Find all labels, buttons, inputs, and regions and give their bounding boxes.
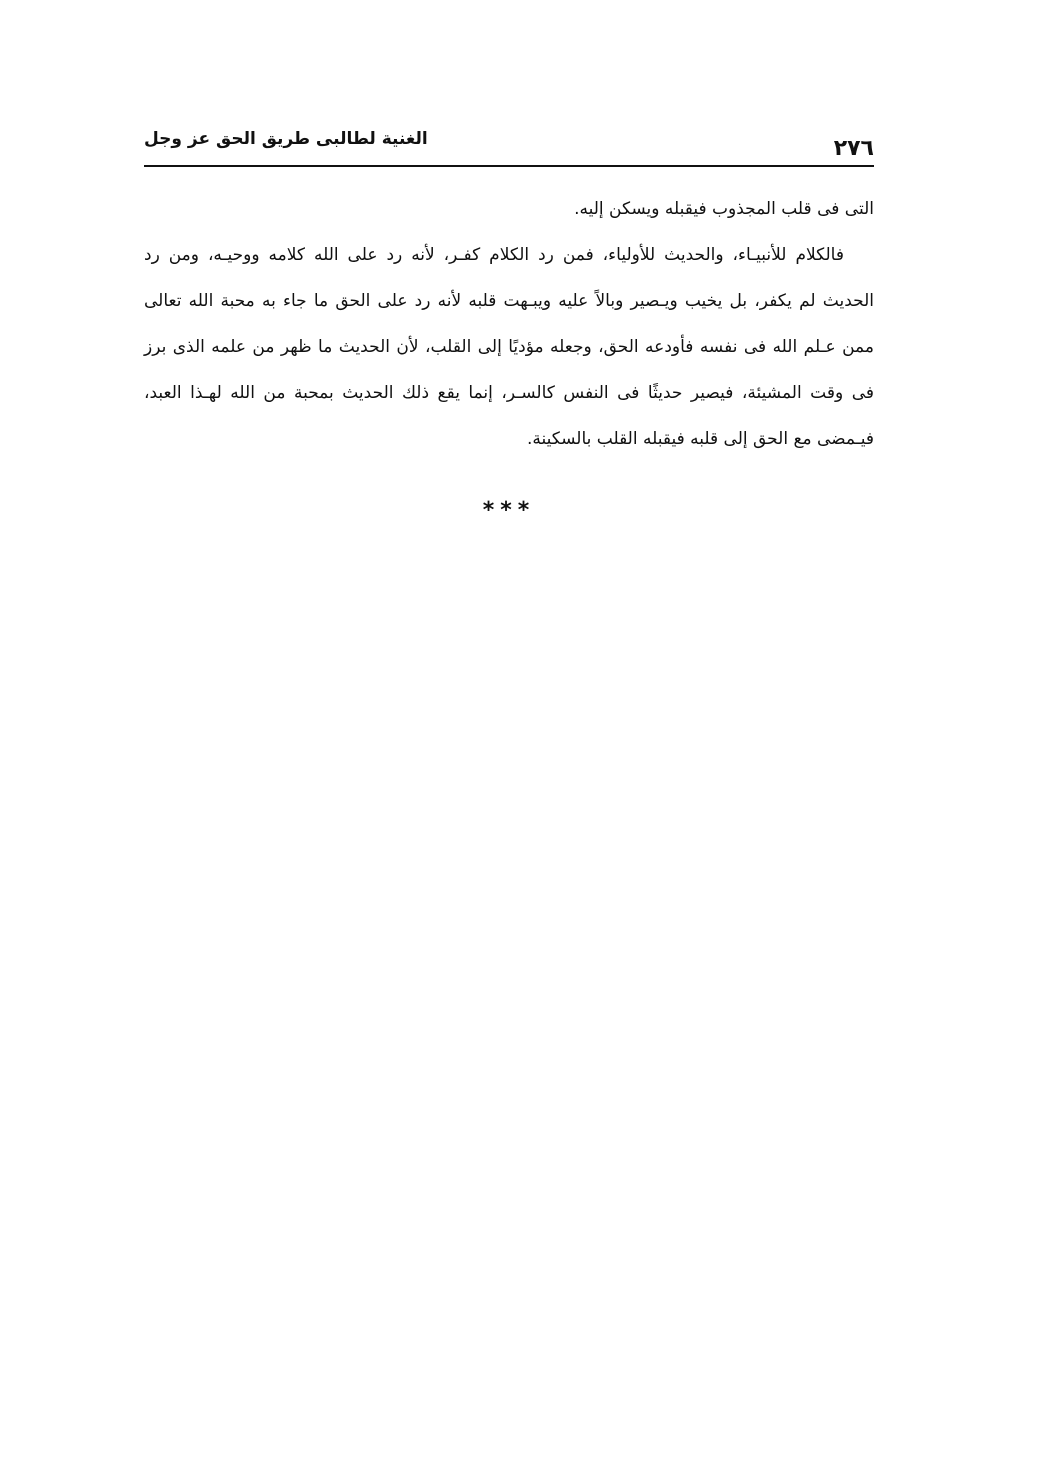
- paragraph-1: التى فى قلب المجذوب فيقبله ويسكن إليه.: [574, 199, 874, 219]
- body-text: [144, 186, 874, 462]
- paragraph-2: فالكلام للأنبيـاء، والحديث للأولياء، فمن رد الكلام كفـر، لأنه رد على الله كلامه ووحيـه، ومن رد الحديث لم يكفر، بل يخيب ويـصير وبالاً عليه ويبـهت قلبه لأنه رد على الحق ما جاء به محبة الله تعالى ممن عـلم الله فى نفسه فأودعه الحق، وجعله مؤديًا إلى القلب، لأن الحديث ما ظهر من علمه الذى برز فى وقت المشيئة، فيصير حديثًا فى النفس كالسـر، إنما يقع ذلك الحديث بمحبة من الله لهـذا العبد، فيـمضى مع الحق إلى قلبه فيقبله القلب بالسكينة.: [144, 245, 874, 449]
- header-divider: [144, 165, 874, 167]
- running-title: الغنية لطالبى طريق الحق عز وجل: [144, 129, 428, 149]
- page-header: [144, 126, 874, 166]
- section-separator-asterism: ***: [482, 498, 536, 523]
- page-number: ٢٧٦: [833, 136, 874, 161]
